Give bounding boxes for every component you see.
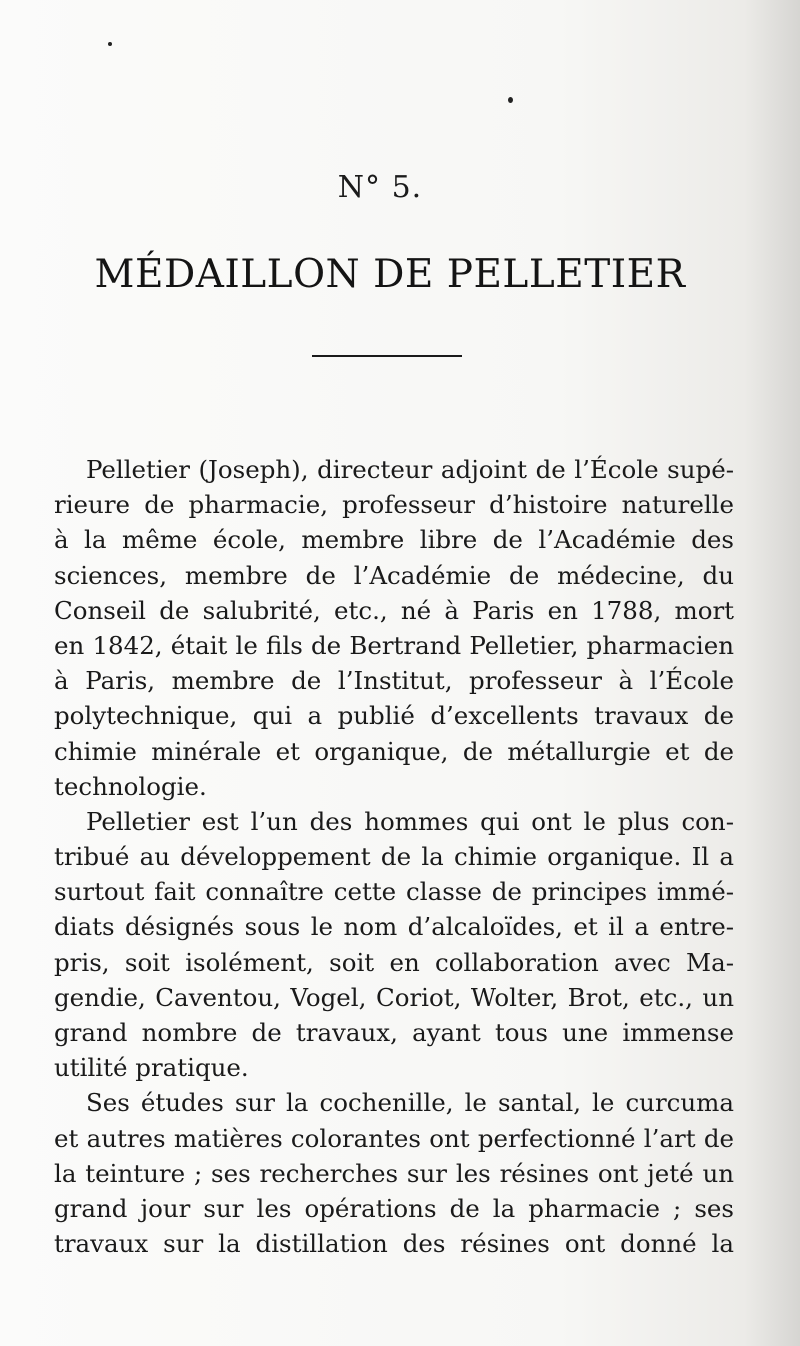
paragraph-1 [54,452,734,804]
ink-speck [508,97,513,103]
text-line: à Paris, membre de l’Institut, professeur à l’École [54,666,734,696]
text-line: rieure de pharmacie, professeur d’histoire naturelle [54,490,734,520]
body-text [54,452,734,1261]
text-line: technologie. [54,771,207,801]
text-line: Conseil de salubrité, etc., né à Paris en 1788, mort [54,595,734,625]
text-line: gendie, Caventou, Vogel, Coriot, Wolter, Brot, etc., un [54,982,734,1012]
text-line: grand nombre de travaux, ayant tous une immense [54,1018,734,1047]
text-line: Ses études sur la cochenille, le santal, le curcuma [86,1088,734,1118]
text-line: Pelletier est l’un des hommes qui ont le plus con- [86,806,734,836]
text-line: diats désignés sous le nom d’alcaloïdes, et il a entre- [54,912,734,942]
text-line: travaux sur la distillation des résines ont donné la [54,1229,734,1259]
text-line: grand jour sur les opérations de la pharmacie ; ses [54,1193,734,1223]
chapter-number: N° 5. [337,170,423,205]
paragraph-2 [54,804,734,1086]
text-line: sciences, membre de l’Académie de médecine, du [54,560,734,590]
text-line: la teinture ; ses recherches sur les résines ont jeté un [54,1158,734,1188]
text-line: chimie minérale et organique, de métallurgie et de [54,736,734,766]
chapter-title: MÉDAILLON DE PELLETIER [94,252,686,297]
text-line: en 1842, était le fils de Bertrand Pelletier, pharmacien [54,630,734,660]
text-line: et autres matières colorantes ont perfectionné l’art de [54,1123,734,1153]
text-line: utilité pratique. [54,1053,249,1083]
text-line: polytechnique, qui a publié d’excellents travaux de [54,701,734,731]
text-line: tribué au développement de la chimie organique. Il a [54,842,734,872]
text-line: à la même école, membre libre de l’Académie des [54,525,734,555]
text-line: pris, soit isolément, soit en collaboration avec Ma- [54,947,734,977]
text-line: Pelletier (Joseph), directeur adjoint de l’École supé- [86,455,734,484]
title-rule [312,355,462,357]
text-line: surtout fait connaître cette classe de principes immé- [54,877,734,907]
paragraph-3 [54,1085,734,1261]
ink-speck [108,42,112,46]
